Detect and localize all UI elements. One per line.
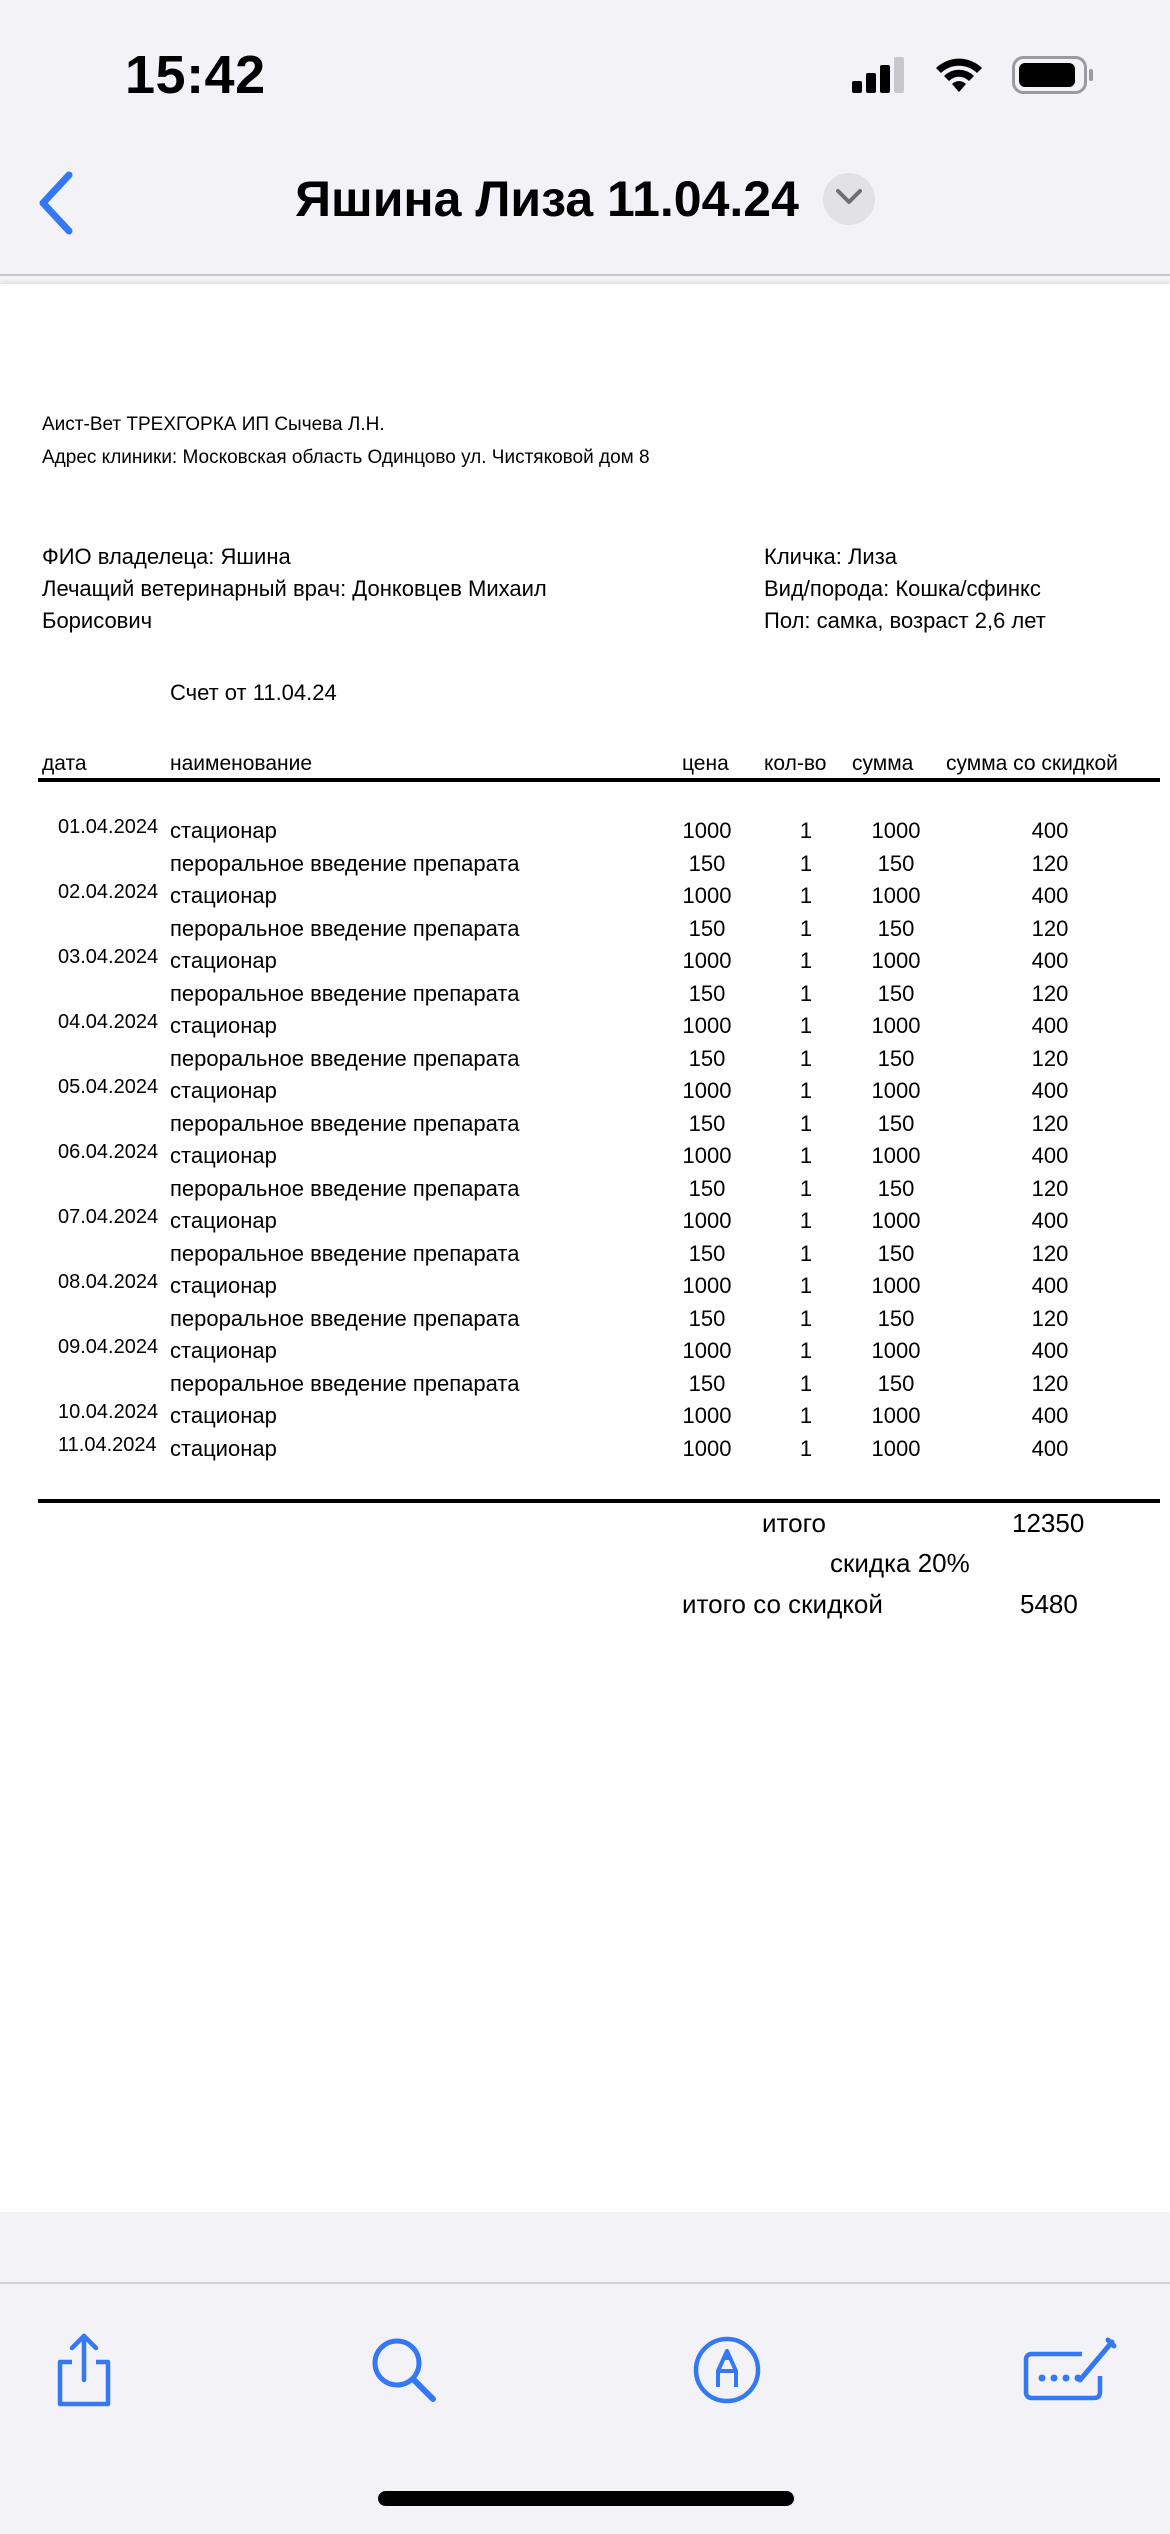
row-sum: 1000 <box>871 1013 921 1038</box>
invoice-title: Счет от 11.04.24 <box>170 680 337 705</box>
row-qty: 1 <box>799 1306 813 1331</box>
column-header-price: цена <box>682 752 729 775</box>
markup-button[interactable] <box>677 2322 777 2422</box>
status-time: 15:42 <box>125 45 266 105</box>
row-name: стационар <box>170 1143 277 1168</box>
row-discounted: 400 <box>1031 1436 1069 1461</box>
row-qty: 1 <box>799 948 813 973</box>
row-sum: 1000 <box>871 1273 921 1298</box>
row-price: 1000 <box>682 818 732 843</box>
row-qty: 1 <box>799 1208 813 1233</box>
row-price: 150 <box>688 916 726 941</box>
row-qty: 1 <box>799 1436 813 1461</box>
totals-divider <box>38 1499 1160 1503</box>
row-price: 1000 <box>682 883 732 908</box>
vet-name-line2: Борисович <box>42 608 153 633</box>
clinic-address: Адрес клиники: Московская область Одинцово ул. Чистяковой дом 8 <box>42 447 650 468</box>
row-name: пероральное введение препарата <box>170 916 520 941</box>
row-discounted: 120 <box>1031 1046 1069 1071</box>
row-discounted: 120 <box>1031 851 1069 876</box>
row-name: стационар <box>170 1403 277 1428</box>
row-date: 07.04.2024 <box>58 1206 159 1228</box>
row-sum: 1000 <box>871 818 921 843</box>
row-discounted: 120 <box>1031 1371 1069 1396</box>
table-row <box>0 981 1170 1013</box>
table-row <box>0 1241 1170 1273</box>
row-name: стационар <box>170 1436 277 1461</box>
row-qty: 1 <box>799 916 813 941</box>
row-sum: 150 <box>877 1111 915 1136</box>
row-name: стационар <box>170 818 277 843</box>
total-value: 12350 <box>1012 1508 1085 1538</box>
row-sum: 150 <box>877 1046 915 1071</box>
row-price: 1000 <box>682 1273 732 1298</box>
row-price: 1000 <box>682 1338 732 1363</box>
row-name: стационар <box>170 1208 277 1233</box>
discounted-total-value: 5480 <box>1020 1589 1078 1619</box>
row-date: 06.04.2024 <box>58 1141 159 1163</box>
status-bar <box>0 0 1170 150</box>
row-name: стационар <box>170 1013 277 1038</box>
table-row <box>0 1078 1170 1110</box>
markup-pen-icon <box>692 2335 762 2410</box>
row-discounted: 400 <box>1031 1338 1069 1363</box>
column-header-qty: кол-во <box>764 752 827 775</box>
row-name: пероральное введение препарата <box>170 981 520 1006</box>
row-price: 1000 <box>682 1436 732 1461</box>
row-sum: 150 <box>877 981 915 1006</box>
table-row <box>0 1176 1170 1208</box>
row-discounted: 120 <box>1031 1176 1069 1201</box>
search-icon <box>369 2335 439 2410</box>
table-row <box>0 1111 1170 1143</box>
chevron-down-icon <box>835 188 863 211</box>
keyboard-edit-icon <box>1022 2336 1118 2409</box>
row-date: 10.04.2024 <box>58 1401 159 1423</box>
row-discounted: 400 <box>1031 1143 1069 1168</box>
column-header-date: дата <box>42 752 87 775</box>
row-price: 150 <box>688 981 726 1006</box>
table-row <box>0 818 1170 850</box>
row-discounted: 120 <box>1031 1306 1069 1331</box>
row-discounted: 400 <box>1031 1078 1069 1103</box>
table-row <box>0 1338 1170 1370</box>
row-qty: 1 <box>799 981 813 1006</box>
table-row <box>0 916 1170 948</box>
row-qty: 1 <box>799 1338 813 1363</box>
row-sum: 150 <box>877 851 915 876</box>
row-qty: 1 <box>799 1273 813 1298</box>
row-qty: 1 <box>799 1241 813 1266</box>
row-price: 1000 <box>682 1208 732 1233</box>
table-row <box>0 1208 1170 1240</box>
row-sum: 150 <box>877 1371 915 1396</box>
share-button[interactable] <box>34 2322 134 2422</box>
row-price: 1000 <box>682 1013 732 1038</box>
pet-sex-age: Пол: самка, возраст 2,6 лет <box>764 608 1046 633</box>
row-sum: 1000 <box>871 1208 921 1233</box>
row-sum: 1000 <box>871 1338 921 1363</box>
table-row <box>0 1306 1170 1338</box>
row-price: 150 <box>688 1176 726 1201</box>
row-sum: 1000 <box>871 948 921 973</box>
table-row <box>0 1143 1170 1175</box>
row-date: 09.04.2024 <box>58 1336 159 1358</box>
row-price: 150 <box>688 1371 726 1396</box>
document-title[interactable]: Яшина Лиза 11.04.24 <box>295 171 799 227</box>
row-qty: 1 <box>799 1371 813 1396</box>
row-discounted: 120 <box>1031 1241 1069 1266</box>
row-date: 02.04.2024 <box>58 881 159 903</box>
row-name: стационар <box>170 883 277 908</box>
status-icons <box>852 56 1094 99</box>
row-name: стационар <box>170 948 277 973</box>
row-qty: 1 <box>799 851 813 876</box>
table-row <box>0 1436 1170 1468</box>
row-discounted: 400 <box>1031 948 1069 973</box>
row-date: 01.04.2024 <box>58 816 159 838</box>
row-date: 03.04.2024 <box>58 946 159 968</box>
discount-label: скидка 20% <box>830 1548 970 1578</box>
row-price: 1000 <box>682 1143 732 1168</box>
row-price: 150 <box>688 1306 726 1331</box>
row-date: 11.04.2024 <box>58 1434 157 1456</box>
table-row <box>0 1273 1170 1305</box>
row-discounted: 400 <box>1031 1208 1069 1233</box>
cellular-signal-icon <box>852 57 906 98</box>
row-name: пероральное введение препарата <box>170 1176 520 1201</box>
row-qty: 1 <box>799 1111 813 1136</box>
row-price: 1000 <box>682 1078 732 1103</box>
column-header-discounted: сумма со скидкой <box>946 752 1118 775</box>
column-header-sum: сумма <box>852 752 914 775</box>
owner-name: ФИО владелеца: Яшина <box>42 544 291 569</box>
row-price: 150 <box>688 1111 726 1136</box>
row-qty: 1 <box>799 1046 813 1071</box>
row-name: пероральное введение препарата <box>170 1111 520 1136</box>
row-date: 04.04.2024 <box>58 1011 159 1033</box>
row-discounted: 400 <box>1031 1013 1069 1038</box>
home-indicator[interactable] <box>378 2491 794 2506</box>
pet-name: Кличка: Лиза <box>764 544 898 569</box>
row-sum: 150 <box>877 1306 915 1331</box>
row-qty: 1 <box>799 1078 813 1103</box>
row-date: 08.04.2024 <box>58 1271 159 1293</box>
discounted-total-label: итого со скидкой <box>682 1589 883 1619</box>
row-qty: 1 <box>799 1176 813 1201</box>
row-discounted: 400 <box>1031 1273 1069 1298</box>
table-row <box>0 851 1170 883</box>
row-price: 150 <box>688 1046 726 1071</box>
title-menu-button[interactable] <box>823 173 875 225</box>
row-sum: 150 <box>877 1176 915 1201</box>
search-button[interactable] <box>354 2322 454 2422</box>
row-date: 05.04.2024 <box>58 1076 159 1098</box>
row-name: стационар <box>170 1338 277 1363</box>
row-price: 150 <box>688 851 726 876</box>
table-row <box>0 1013 1170 1045</box>
table-row <box>0 1371 1170 1403</box>
battery-icon <box>1012 56 1094 99</box>
pet-breed: Вид/порода: Кошка/сфинкс <box>764 576 1041 601</box>
row-name: пероральное введение препарата <box>170 1046 520 1071</box>
row-discounted: 400 <box>1031 883 1069 908</box>
vet-name-line1: Лечащий ветеринарный врач: Донковцев Михаил <box>42 576 547 601</box>
row-sum: 150 <box>877 916 915 941</box>
row-sum: 1000 <box>871 1078 921 1103</box>
row-price: 1000 <box>682 948 732 973</box>
row-name: стационар <box>170 1078 277 1103</box>
row-price: 1000 <box>682 1403 732 1428</box>
table-row <box>0 1403 1170 1435</box>
row-discounted: 400 <box>1031 1403 1069 1428</box>
table-row <box>0 948 1170 980</box>
row-qty: 1 <box>799 1013 813 1038</box>
row-qty: 1 <box>799 1403 813 1428</box>
row-name: пероральное введение препарата <box>170 1371 520 1396</box>
row-name: пероральное введение препарата <box>170 1306 520 1331</box>
nav-title-group <box>0 170 1170 228</box>
document-page[interactable] <box>0 284 1170 2212</box>
row-sum: 1000 <box>871 1143 921 1168</box>
row-discounted: 120 <box>1031 1111 1069 1136</box>
row-qty: 1 <box>799 818 813 843</box>
table-row <box>0 1046 1170 1078</box>
row-sum: 1000 <box>871 1403 921 1428</box>
row-discounted: 120 <box>1031 981 1069 1006</box>
share-icon <box>52 2332 116 2413</box>
row-qty: 1 <box>799 1143 813 1168</box>
row-sum: 1000 <box>871 883 921 908</box>
row-discounted: 400 <box>1031 818 1069 843</box>
row-sum: 150 <box>877 1241 915 1266</box>
row-name: стационар <box>170 1273 277 1298</box>
header-divider <box>38 778 1160 782</box>
form-fill-button[interactable] <box>1010 2322 1130 2422</box>
total-label: итого <box>762 1508 826 1538</box>
row-name: пероральное введение препарата <box>170 1241 520 1266</box>
row-sum: 1000 <box>871 1436 921 1461</box>
wifi-icon <box>934 56 984 99</box>
table-row <box>0 883 1170 915</box>
row-price: 150 <box>688 1241 726 1266</box>
row-qty: 1 <box>799 883 813 908</box>
clinic-name: Аист-Вет ТРЕХГОРКА ИП Сычева Л.Н. <box>42 414 385 435</box>
column-header-name: наименование <box>170 752 313 775</box>
row-discounted: 120 <box>1031 916 1069 941</box>
row-name: пероральное введение препарата <box>170 851 520 876</box>
navigation-bar <box>0 150 1170 276</box>
